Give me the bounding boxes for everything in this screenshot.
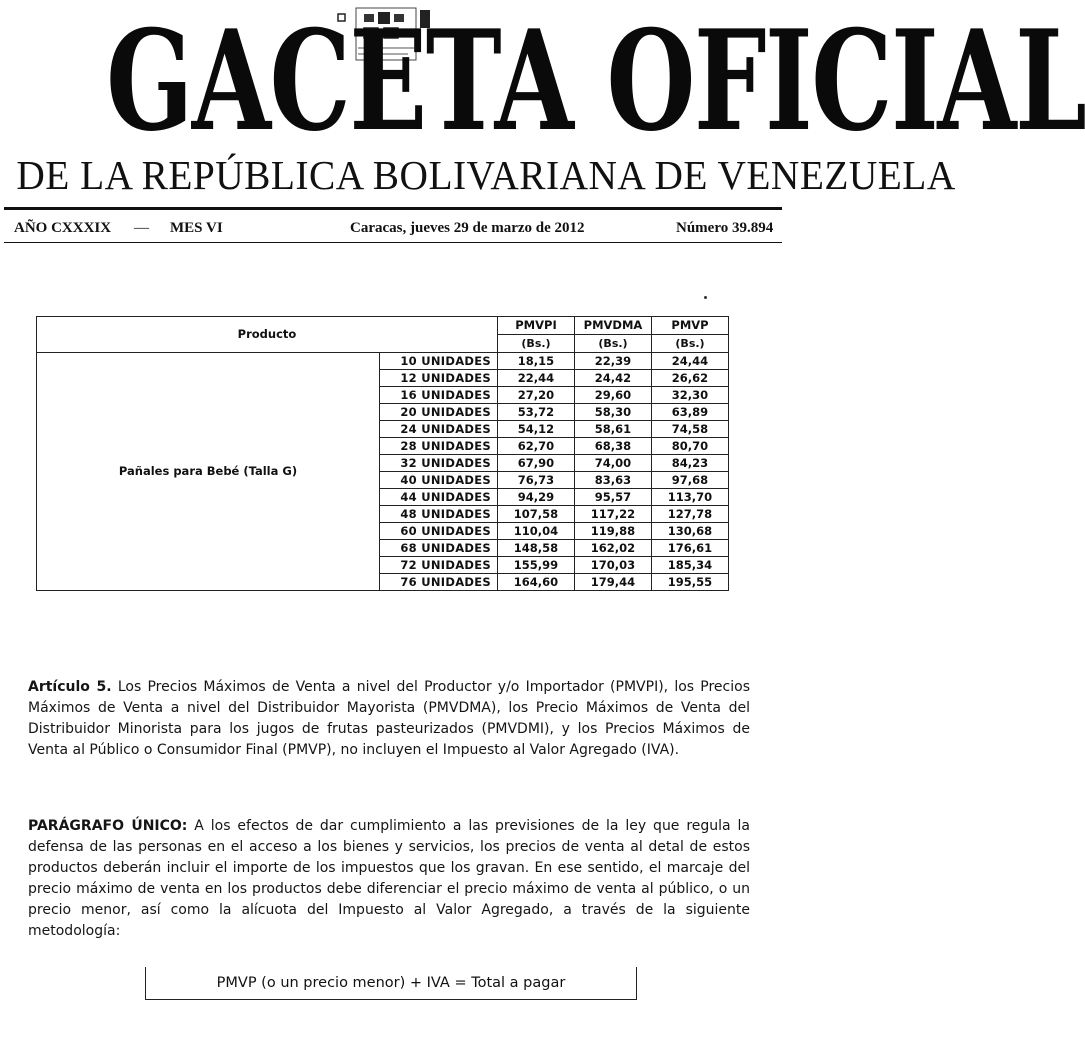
article-5-text: Los Precios Máximos de Venta a nivel del Productor y/o Importador (PMVPI), los Precios Máximos de Venta a nivel del Distribuidor Mayorista (PMVDMA), los Precio Máximos de Venta del Distribuidor Minorista para los jugos de frutas pasteurizados (PMVDMI), y los Precios Máximos de Venta al Público o Consumidor Final (PMVP), no incluyen el Impuesto al Valor Agregado (IVA). [28, 679, 750, 758]
issue-date: Caracas, jueves 29 de marzo de 2012 [350, 220, 585, 236]
pmvdma-cell: 24,42 [575, 370, 652, 387]
pmvp-cell: 26,62 [652, 370, 729, 387]
pmvpi-cell: 27,20 [498, 387, 575, 404]
pmvp-cell: 195,55 [652, 574, 729, 591]
product-column-header: Producto [37, 317, 498, 353]
pmvp-cell: 185,34 [652, 557, 729, 574]
pmvpi-cell: 76,73 [498, 472, 575, 489]
pmvp-cell: 130,68 [652, 523, 729, 540]
pmvp-cell: 127,78 [652, 506, 729, 523]
units-cell: 12 UNIDADES [380, 370, 498, 387]
units-cell: 44 UNIDADES [380, 489, 498, 506]
table-row [37, 353, 729, 370]
pmvp-unit: (Bs.) [652, 335, 729, 353]
pmvp-cell: 84,23 [652, 455, 729, 472]
product-name-cell: Pañales para Bebé (Talla G) [37, 353, 380, 591]
table-header-row [37, 317, 729, 335]
pmvpi-cell: 110,04 [498, 523, 575, 540]
pmvp-cell: 176,61 [652, 540, 729, 557]
pmvdma-cell: 58,61 [575, 421, 652, 438]
units-cell: 48 UNIDADES [380, 506, 498, 523]
units-cell: 24 UNIDADES [380, 421, 498, 438]
pmvpi-cell: 18,15 [498, 353, 575, 370]
issue-number: Número 39.894 [676, 220, 774, 236]
units-cell: 16 UNIDADES [380, 387, 498, 404]
pmvpi-unit: (Bs.) [498, 335, 575, 353]
formula-text: PMVP (o un precio menor) + IVA = Total a pagar [216, 975, 566, 991]
pmvdma-cell: 170,03 [575, 557, 652, 574]
pmvpi-cell: 107,58 [498, 506, 575, 523]
units-cell: 40 UNIDADES [380, 472, 498, 489]
units-cell: 20 UNIDADES [380, 404, 498, 421]
pmvdma-cell: 162,02 [575, 540, 652, 557]
issue-separator: — [134, 220, 149, 236]
pmvp-cell: 80,70 [652, 438, 729, 455]
units-cell: 32 UNIDADES [380, 455, 498, 472]
pmvpi-column-header: PMVPI [498, 317, 575, 335]
pmvp-cell: 63,89 [652, 404, 729, 421]
pmvp-cell: 74,58 [652, 421, 729, 438]
pmvdma-column-header: PMVDMA [575, 317, 652, 335]
pmvdma-cell: 74,00 [575, 455, 652, 472]
pmvpi-cell: 148,58 [498, 540, 575, 557]
header-rule [4, 207, 782, 210]
pmvpi-cell: 53,72 [498, 404, 575, 421]
pmvdma-cell: 68,38 [575, 438, 652, 455]
gazette-subtitle: DE LA REPÚBLICA BOLIVARIANA DE VENEZUELA [16, 152, 956, 198]
pmvp-cell: 24,44 [652, 353, 729, 370]
units-cell: 60 UNIDADES [380, 523, 498, 540]
pmvp-cell: 97,68 [652, 472, 729, 489]
header-rule-bottom [4, 242, 782, 243]
pmvdma-cell: 22,39 [575, 353, 652, 370]
issue-year: AÑO CXXXIX [14, 220, 112, 236]
formula-box [145, 967, 637, 1000]
pmvp-column-header: PMVP [652, 317, 729, 335]
pmvdma-cell: 83,63 [575, 472, 652, 489]
pmvdma-unit: (Bs.) [575, 335, 652, 353]
pmvdma-cell: 95,57 [575, 489, 652, 506]
pmvdma-cell: 117,22 [575, 506, 652, 523]
pmvpi-cell: 164,60 [498, 574, 575, 591]
scan-mark [704, 296, 707, 299]
pmvp-cell: 113,70 [652, 489, 729, 506]
pmvdma-cell: 58,30 [575, 404, 652, 421]
units-cell: 72 UNIDADES [380, 557, 498, 574]
price-table-body [37, 353, 729, 591]
pmvp-cell: 32,30 [652, 387, 729, 404]
units-cell: 28 UNIDADES [380, 438, 498, 455]
units-cell: 68 UNIDADES [380, 540, 498, 557]
paragrafo-unico-text: A los efectos de dar cumplimiento a las previsiones de la ley que regula la defensa de las personas en el acceso a los bienes y servicios, los precios de venta al detal de estos productos deberán incluir el importe de los impuestos que los gravan. En ese sentido, el marcaje del precio máximo de venta en los productos debe diferenciar el precio máximo de venta al público, o un precio menor, así como la alícuota del Impuesto al Valor Agregado, a través de la siguiente metodología: [28, 818, 750, 939]
units-cell: 76 UNIDADES [380, 574, 498, 591]
pmvdma-cell: 29,60 [575, 387, 652, 404]
article-5 [28, 677, 750, 761]
pmvpi-cell: 94,29 [498, 489, 575, 506]
pmvpi-cell: 67,90 [498, 455, 575, 472]
pmvpi-cell: 155,99 [498, 557, 575, 574]
units-cell: 10 UNIDADES [380, 353, 498, 370]
article-5-heading: Artículo 5. [28, 679, 112, 695]
gazette-masthead [0, 0, 1085, 250]
pmvpi-cell: 22,44 [498, 370, 575, 387]
paragrafo-unico-heading: PARÁGRAFO ÚNICO: [28, 818, 188, 834]
pmvdma-cell: 179,44 [575, 574, 652, 591]
price-table [36, 316, 729, 591]
gazette-title: GACETA OFICIAL [106, 0, 1085, 162]
pmvdma-cell: 119,88 [575, 523, 652, 540]
pmvpi-cell: 62,70 [498, 438, 575, 455]
pmvpi-cell: 54,12 [498, 421, 575, 438]
paragrafo-unico [28, 816, 750, 942]
issue-month: MES VI [170, 220, 223, 236]
